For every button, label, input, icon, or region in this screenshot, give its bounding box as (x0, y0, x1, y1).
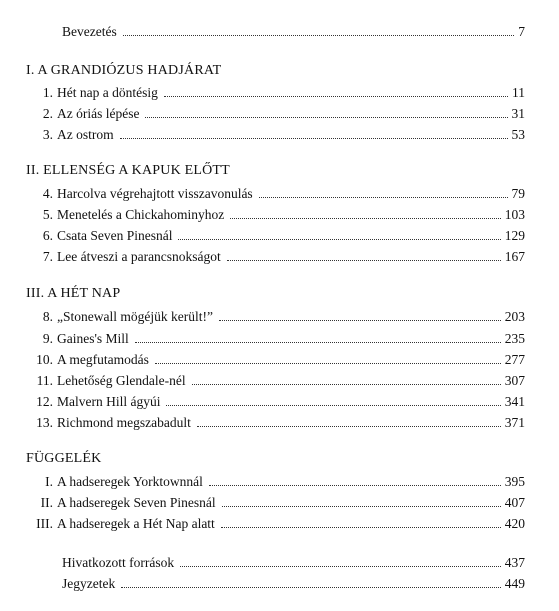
toc-entry-number: I. (45, 474, 53, 489)
toc-entry-title: Lehetőség Glendale-nél (57, 373, 186, 388)
dot-leader (120, 137, 508, 139)
toc-entry-page: 129 (504, 228, 525, 243)
toc-entry-page: 341 (504, 394, 525, 409)
toc-entry-page: 307 (504, 373, 525, 388)
toc-entry-number: 4. (42, 186, 53, 201)
toc-entry-number: 13. (36, 415, 53, 430)
toc-entry (26, 245, 525, 265)
toc-entry-number: 9. (42, 331, 53, 346)
toc-entry (26, 390, 525, 410)
toc-entry-page: 79 (511, 186, 525, 201)
dot-leader (230, 217, 501, 219)
toc-entry-page: 395 (504, 474, 525, 489)
dot-leader (192, 383, 501, 385)
dot-leader (164, 95, 508, 97)
dot-leader (221, 526, 501, 528)
dot-leader (178, 238, 500, 240)
toc-entry (26, 123, 525, 143)
toc-entry-number: 6. (42, 228, 53, 243)
toc-entry-number: 12. (36, 394, 53, 409)
toc-entry-page: 371 (504, 415, 525, 430)
toc-entry (26, 369, 525, 389)
toc-entry-title: Harcolva végrehajtott visszavonulás (57, 186, 253, 201)
toc-entry-notes (62, 572, 525, 592)
dot-leader (145, 116, 507, 118)
dot-leader (166, 404, 500, 406)
toc-entry-page: 277 (504, 352, 525, 367)
toc-entry-title: A hadseregek Yorktownnál (57, 474, 203, 489)
toc-entry (26, 512, 525, 532)
toc-entry-title: Csata Seven Pinesnál (57, 228, 173, 243)
toc-entry-page: 11 (512, 85, 525, 100)
part-heading-appendix: FÜGGELÉK (26, 451, 102, 466)
dot-leader (209, 484, 501, 486)
toc-entry-number: 7. (42, 249, 53, 264)
toc-entry-title: Hét nap a döntésig (57, 85, 158, 100)
toc-entry-page: 167 (504, 249, 525, 264)
dot-leader (121, 586, 501, 588)
toc-entry-number: 2. (42, 106, 53, 121)
toc-entry-title: Az ostrom (57, 127, 114, 142)
toc-entry (26, 348, 525, 368)
toc-entry (26, 411, 525, 431)
toc-entry-number: 1. (42, 85, 53, 100)
toc-entry-page: 449 (504, 576, 525, 591)
toc-entry-title: Lee átveszi a parancsnokságot (57, 249, 221, 264)
dot-leader (197, 425, 501, 427)
toc-entry-page: 437 (504, 555, 525, 570)
dot-leader (155, 362, 501, 364)
toc-entry-page: 235 (504, 331, 525, 346)
toc-entry-sources (62, 551, 525, 571)
toc-entry-number: 3. (42, 127, 53, 142)
toc-entry-page: 53 (511, 127, 525, 142)
dot-leader (222, 505, 501, 507)
toc-entry-title: „Stonewall mögéjük került!” (57, 309, 213, 324)
toc-entry-title: Gaines's Mill (57, 331, 129, 346)
toc-entry-page: 420 (504, 516, 525, 531)
toc-entry-title: A hadseregek Seven Pinesnál (57, 495, 216, 510)
toc-entry-number: 5. (42, 207, 53, 222)
toc-entry-title: A hadseregek a Hét Nap alatt (57, 516, 215, 531)
toc-entry-number: III. (36, 516, 53, 531)
toc-entry-title: Malvern Hill ágyúi (57, 394, 161, 409)
toc-entry (26, 470, 525, 490)
dot-leader (227, 259, 501, 261)
dot-leader (123, 34, 515, 36)
toc-entry-page: 31 (511, 106, 525, 121)
toc-entry (26, 327, 525, 347)
toc-entry-page: 7 (518, 24, 525, 39)
toc-entry (26, 224, 525, 244)
dot-leader (259, 196, 508, 198)
toc-entry-number: 10. (36, 352, 53, 367)
toc-entry (26, 203, 525, 223)
toc-entry (26, 182, 525, 202)
toc-entry (26, 81, 525, 101)
toc-entry-number: 11. (36, 373, 53, 388)
toc-entry-number: 8. (42, 309, 53, 324)
toc-entry-title: A megfutamodás (57, 352, 149, 367)
toc-entry-title: Az óriás lépése (57, 106, 140, 121)
toc-entry (26, 102, 525, 122)
dot-leader (219, 319, 501, 321)
toc-entry-title: Hivatkozott források (62, 555, 175, 570)
toc-entry-title: Richmond megszabadult (57, 415, 191, 430)
toc-entry-page: 407 (504, 495, 525, 510)
dot-leader (135, 341, 501, 343)
toc-entry-page: 203 (504, 309, 525, 324)
toc-entry-title: Jegyzetek (62, 576, 116, 591)
dot-leader (180, 565, 501, 567)
toc-entry (26, 305, 525, 325)
toc-entry (26, 491, 525, 511)
toc-entry-page: 103 (504, 207, 525, 222)
toc-entry-title: Bevezetés (62, 24, 117, 39)
toc-entry-title: Menetelés a Chickahominyhoz (57, 207, 225, 222)
toc-entry-number: II. (40, 495, 53, 510)
part-heading-1: I. A GRANDIÓZUS HADJÁRAT (26, 63, 222, 78)
part-heading-2: II. ELLENSÉG A KAPUK ELŐTT (26, 163, 230, 178)
part-heading-3: III. A HÉT NAP (26, 286, 121, 301)
toc-entry-intro (62, 20, 525, 40)
